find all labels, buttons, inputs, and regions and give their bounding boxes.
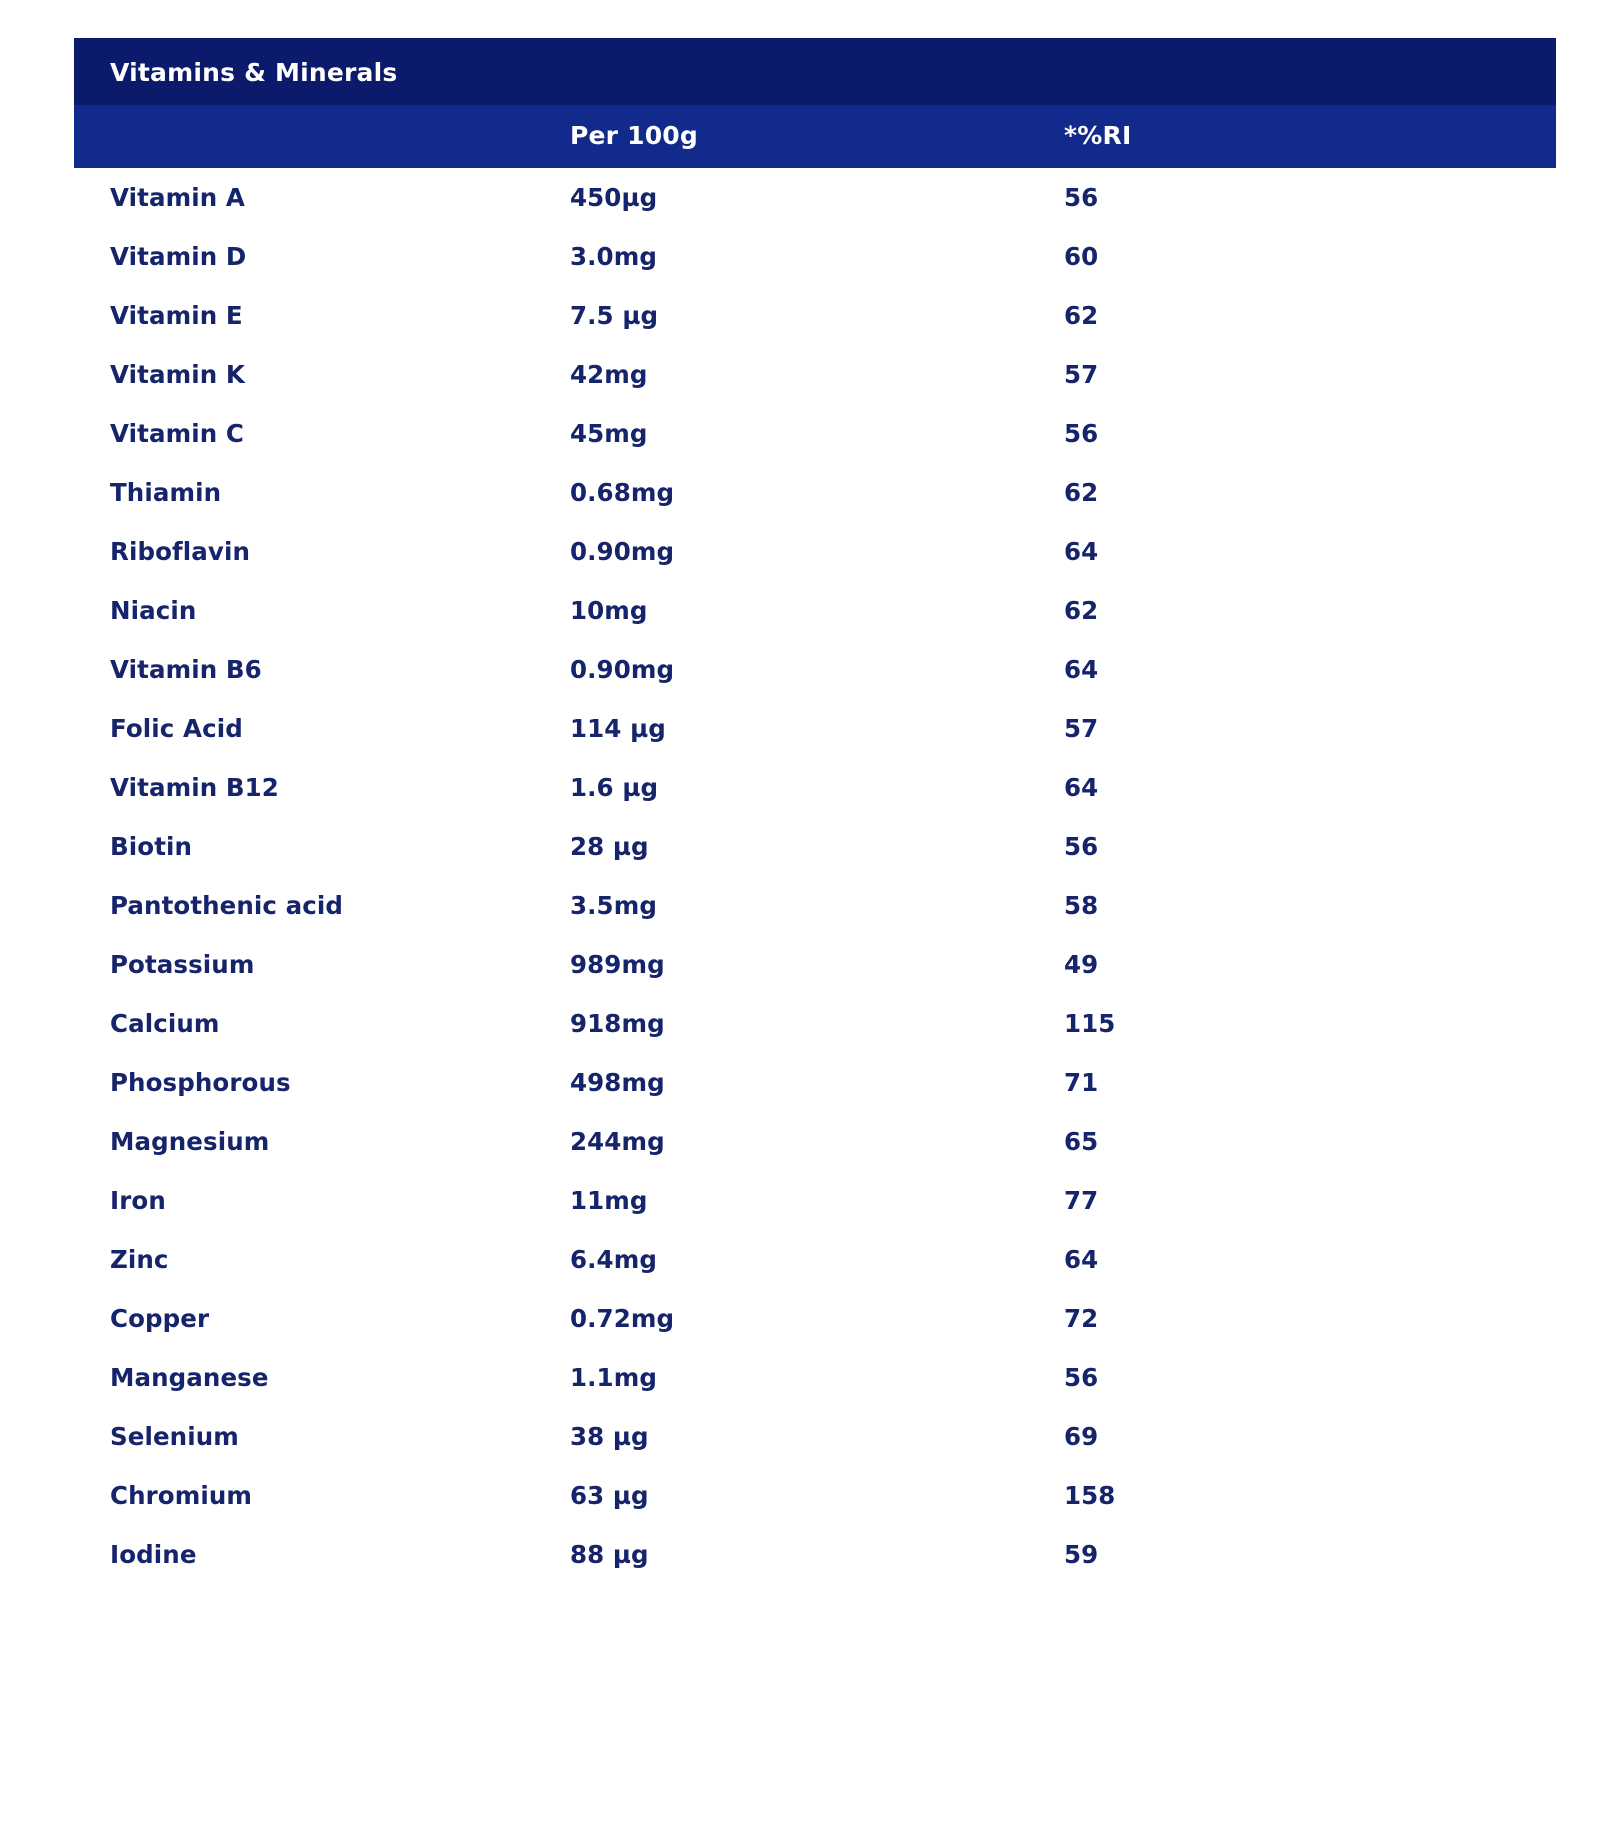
nutrient-amount: 3.5mg [570, 891, 657, 920]
column-header-per-100g: Per 100g [568, 105, 1062, 168]
nutrient-ri: 64 [1064, 1245, 1099, 1274]
nutrient-name: Manganese [110, 1363, 269, 1392]
table-row [74, 1289, 1556, 1348]
nutrient-ri: 56 [1064, 832, 1099, 861]
table-body [74, 38, 1556, 1584]
nutrient-ri: 65 [1064, 1127, 1099, 1156]
nutrient-ri: 64 [1064, 773, 1099, 802]
nutrition-table-container [74, 38, 1556, 1584]
nutrient-name: Iron [110, 1186, 166, 1215]
table-row [74, 227, 1556, 286]
table-row [74, 876, 1556, 935]
nutrient-ri: 57 [1064, 360, 1099, 389]
nutrient-name: Vitamin D [110, 242, 247, 271]
table-row [74, 994, 1556, 1053]
nutrient-ri: 64 [1064, 655, 1099, 684]
table-row [74, 404, 1556, 463]
nutrient-name: Potassium [110, 950, 255, 979]
nutrient-ri: 56 [1064, 419, 1099, 448]
nutrient-ri: 56 [1064, 183, 1099, 212]
nutrient-name: Folic Acid [110, 714, 243, 743]
nutrient-name: Biotin [110, 832, 193, 861]
table-row [74, 1053, 1556, 1112]
vitamins-minerals-table [74, 38, 1556, 1584]
nutrient-ri: 59 [1064, 1540, 1099, 1569]
nutrient-name: Calcium [110, 1009, 220, 1038]
table-row [74, 1112, 1556, 1171]
table-title-row [74, 38, 1556, 105]
table-header-row [74, 105, 1556, 168]
nutrient-amount: 114 µg [570, 714, 666, 743]
nutrient-ri: 62 [1064, 478, 1099, 507]
table-row [74, 935, 1556, 994]
nutrient-name: Zinc [110, 1245, 169, 1274]
nutrient-amount: 0.90mg [570, 537, 675, 566]
table-row [74, 817, 1556, 876]
nutrient-amount: 63 µg [570, 1481, 649, 1510]
table-row [74, 640, 1556, 699]
nutrient-amount: 498mg [570, 1068, 665, 1097]
table-row [74, 463, 1556, 522]
table-title: Vitamins & Minerals [74, 38, 1556, 105]
nutrient-ri: 158 [1064, 1481, 1116, 1510]
nutrient-name: Magnesium [110, 1127, 270, 1156]
nutrient-name: Vitamin B12 [110, 773, 279, 802]
table-row [74, 1348, 1556, 1407]
nutrient-ri: 60 [1064, 242, 1099, 271]
nutrient-amount: 3.0mg [570, 242, 657, 271]
nutrient-amount: 989mg [570, 950, 665, 979]
nutrient-amount: 42mg [570, 360, 648, 389]
nutrient-name: Vitamin E [110, 301, 243, 330]
column-header-nutrient [74, 105, 568, 168]
nutrient-amount: 0.68mg [570, 478, 675, 507]
nutrient-name: Riboflavin [110, 537, 251, 566]
nutrient-ri: 64 [1064, 537, 1099, 566]
nutrient-name: Vitamin K [110, 360, 245, 389]
nutrient-amount: 450µg [570, 183, 658, 212]
column-header-ri: *%RI [1062, 105, 1556, 168]
nutrient-name: Thiamin [110, 478, 222, 507]
nutrient-ri: 115 [1064, 1009, 1116, 1038]
nutrient-amount: 28 µg [570, 832, 649, 861]
nutrient-amount: 11mg [570, 1186, 648, 1215]
table-row [74, 758, 1556, 817]
nutrient-ri: 71 [1064, 1068, 1099, 1097]
nutrient-amount: 0.72mg [570, 1304, 675, 1333]
table-row [74, 1525, 1556, 1584]
nutrient-ri: 69 [1064, 1422, 1099, 1451]
nutrient-ri: 56 [1064, 1363, 1099, 1392]
nutrient-amount: 7.5 µg [570, 301, 659, 330]
table-row [74, 581, 1556, 640]
nutrient-amount: 88 µg [570, 1540, 649, 1569]
nutrient-amount: 10mg [570, 596, 648, 625]
table-row [74, 522, 1556, 581]
nutrient-name: Vitamin B6 [110, 655, 262, 684]
nutrient-amount: 1.6 µg [570, 773, 659, 802]
nutrient-name: Niacin [110, 596, 197, 625]
table-row [74, 345, 1556, 404]
nutrient-name: Copper [110, 1304, 210, 1333]
nutrient-amount: 244mg [570, 1127, 665, 1156]
table-row [74, 1466, 1556, 1525]
nutrient-amount: 6.4mg [570, 1245, 657, 1274]
nutrient-ri: 58 [1064, 891, 1099, 920]
nutrient-name: Chromium [110, 1481, 253, 1510]
nutrient-name: Selenium [110, 1422, 239, 1451]
nutrient-name: Vitamin C [110, 419, 244, 448]
nutrient-ri: 62 [1064, 596, 1099, 625]
nutrient-name: Phosphorous [110, 1068, 291, 1097]
nutrient-amount: 1.1mg [570, 1363, 657, 1392]
nutrient-name: Vitamin A [110, 183, 245, 212]
nutrient-ri: 49 [1064, 950, 1099, 979]
nutrient-amount: 45mg [570, 419, 648, 448]
nutrient-ri: 62 [1064, 301, 1099, 330]
nutrient-ri: 77 [1064, 1186, 1099, 1215]
table-row [74, 168, 1556, 227]
nutrient-name: Iodine [110, 1540, 197, 1569]
nutrient-ri: 57 [1064, 714, 1099, 743]
table-row [74, 286, 1556, 345]
table-row [74, 1171, 1556, 1230]
table-row [74, 1230, 1556, 1289]
table-row [74, 1407, 1556, 1466]
nutrient-amount: 38 µg [570, 1422, 649, 1451]
table-row [74, 699, 1556, 758]
nutrient-ri: 72 [1064, 1304, 1099, 1333]
nutrient-amount: 0.90mg [570, 655, 675, 684]
nutrient-amount: 918mg [570, 1009, 665, 1038]
nutrient-name: Pantothenic acid [110, 891, 344, 920]
